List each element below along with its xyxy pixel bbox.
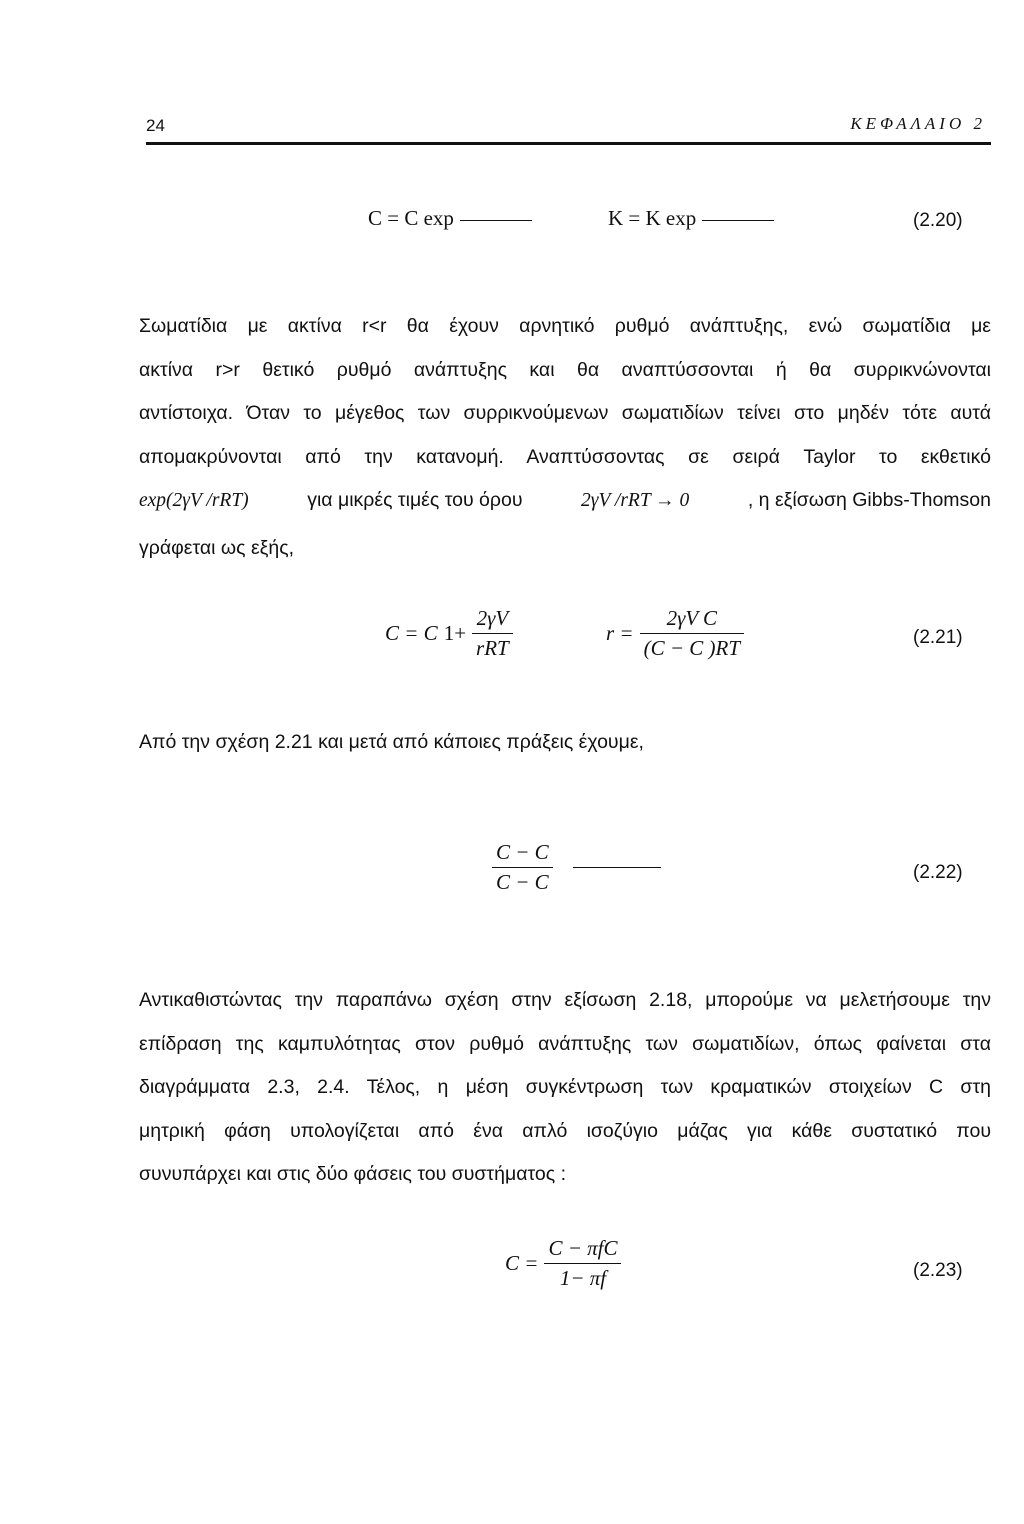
- paragraph-line: απομακρύνονται από την κατανομή. Αναπτύσσοντας σε σειρά Taylor το εκθετικό: [139, 445, 991, 468]
- fraction-numerator: C − πfC: [544, 1236, 621, 1264]
- equation-2-23-lhs: C =: [505, 1251, 539, 1275]
- equation-2-22: [492, 840, 667, 895]
- equation-2-23-fraction: [544, 1236, 621, 1291]
- fraction-denominator: C − C: [496, 870, 549, 894]
- equation-number-2-23: (2.23): [913, 1260, 963, 1281]
- paragraph-line: συνυπάρχει και στις δύο φάσεις του συστήματος :: [139, 1163, 566, 1185]
- paragraph-line-with-math: [139, 479, 991, 523]
- fraction-denominator: (C − C )RT: [643, 636, 741, 660]
- equation-2-21-right-fraction: [640, 606, 744, 661]
- header-rule: [146, 142, 991, 145]
- equation-2-21-one: 1+: [443, 621, 467, 645]
- paragraph-fragment: για μικρές τιμές του όρου: [307, 489, 523, 511]
- equation-dash: [573, 867, 661, 868]
- paragraph-line: Από την σχέση 2.21 και μετά από κάποιες πράξεις έχουμε,: [139, 731, 644, 753]
- paragraph-line: επίδραση της καμπυλότητας στον ρυθμό ανάπτυξης των σωματιδίων, όπως φαίνεται στα: [139, 1032, 991, 1055]
- paragraph-line: Αντικαθιστώντας την παραπάνω σχέση στην εξίσωση 2.18, μπορούμε να μελετήσουμε την: [139, 989, 991, 1011]
- equation-2-20-left-text: C = C exp: [368, 206, 454, 230]
- chapter-title: ΚΕΦΑΛΑΙΟ 2: [850, 114, 986, 133]
- math-inline-limit: 2γV /rRT → 0: [581, 490, 690, 511]
- paragraph-line: μητρική φάση υπολογίζεται από ένα απλό ισοζύγιο μάζας για κάθε συστατικό που: [139, 1119, 991, 1142]
- equation-dash: [702, 220, 774, 221]
- equation-2-21-lhs: C = C: [385, 621, 438, 645]
- equation-2-21-right: [606, 606, 744, 661]
- paragraph-curvature: [139, 979, 991, 1197]
- paragraph-intro: [139, 305, 991, 570]
- fraction-numerator: 2γV C: [640, 606, 744, 634]
- equation-2-23: [505, 1236, 621, 1291]
- equation-2-21-rhs-lhs: r =: [606, 621, 634, 645]
- equation-2-21-left: [385, 606, 513, 661]
- math-inline-exp: exp(2γV /rRT): [139, 490, 249, 511]
- equation-2-22-fraction: [492, 840, 553, 895]
- paragraph-fragment: , η εξίσωση Gibbs-Thomson: [747, 489, 991, 511]
- paragraph-line: διαγράμματα 2.3, 2.4. Τέλος, η μέση συγκέντρωση των κραματικών στοιχείων C στη: [139, 1076, 991, 1098]
- equation-2-20-right-text: K = K exp: [608, 206, 697, 230]
- equation-number-2-20: (2.20): [913, 210, 963, 231]
- paragraph-line: Σωματίδια με ακτίνα r<r θα έχουν αρνητικό ρυθμό ανάπτυξης, ενώ σωματίδια με: [139, 315, 991, 337]
- fraction-denominator: 1− πf: [559, 1266, 607, 1290]
- page-number: 24: [146, 116, 165, 135]
- paragraph-line: ακτίνα r>r θετικό ρυθμό ανάπτυξης και θα αναπτύσσονται ή θα συρρικνώνονται: [139, 358, 991, 381]
- equation-dash: [460, 220, 532, 221]
- paragraph-line: γράφεται ως εξής,: [139, 536, 295, 559]
- equation-number-2-21: (2.21): [913, 627, 963, 648]
- fraction-numerator: C − C: [492, 840, 553, 868]
- fraction-denominator: rRT: [476, 636, 509, 660]
- equation-number-2-22: (2.22): [913, 862, 963, 883]
- equation-2-20-right: [608, 206, 780, 231]
- paragraph-relation: [139, 721, 991, 765]
- paragraph-line: αντίστοιχα. Όταν το μέγεθος των συρρικνούμενων σωματιδίων τείνει στο μηδέν τότε αυτά: [139, 402, 991, 424]
- equation-2-21-left-fraction: [472, 606, 513, 661]
- fraction-numerator: 2γV: [472, 606, 513, 634]
- equation-2-20-left: [368, 206, 538, 231]
